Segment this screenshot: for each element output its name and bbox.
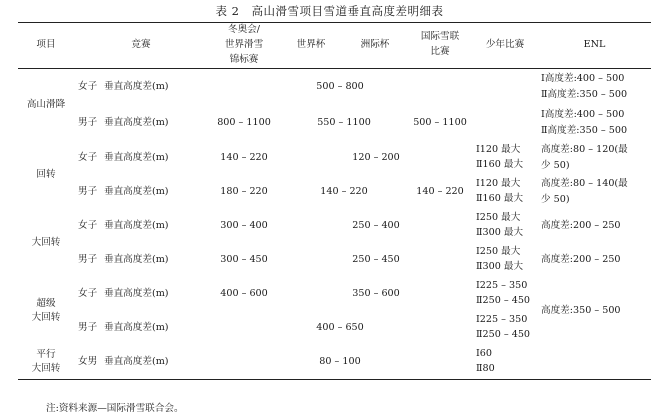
enl-cell: [538, 345, 651, 380]
merged-value-cell: 350 – 600: [352, 287, 400, 299]
olympics-value: 300 – 450: [220, 253, 268, 265]
olympics-value: 140 – 220: [220, 151, 268, 163]
gender-measure-cell: [74, 345, 208, 380]
table-caption: [0, 3, 659, 19]
merged-value-cell: 400 – 650: [316, 321, 364, 333]
header-item: 项目: [18, 23, 74, 69]
event-line: 超级: [36, 297, 56, 309]
event-downhill: 高山滑降: [26, 98, 66, 110]
enl-line: Ⅱ高度差:350 – 500: [541, 88, 628, 100]
enl-cell: 高度差:350 – 500: [541, 304, 621, 316]
table-row: [18, 141, 651, 175]
youth-line: Ⅱ160 最大: [476, 192, 524, 204]
event-line: 大回转: [31, 362, 61, 374]
merged-value-cell: 80 – 100: [208, 345, 472, 380]
gender-measure-cell: [74, 277, 208, 311]
gender-label: 男子: [78, 253, 98, 265]
table-row: [18, 68, 651, 105]
table-row: [18, 175, 651, 209]
youth-cell: [472, 345, 538, 380]
measure-label: 垂直高度差(m): [104, 321, 169, 333]
youth-line: Ⅰ225 – 350: [476, 313, 528, 325]
merged-value-cell: 250 – 450: [352, 253, 400, 265]
header-olympics-championships: [208, 23, 280, 69]
merged-value-cell: 120 – 200: [352, 151, 400, 163]
merged-value-cell: 500 – 800: [316, 80, 364, 92]
youth-line: Ⅰ250 最大: [476, 245, 521, 257]
event-slalom: 回转: [36, 168, 56, 180]
table-row: [18, 277, 651, 311]
measure-label: 垂直高度差(m): [104, 116, 169, 128]
fis-value: 500 – 1100: [413, 116, 467, 128]
youth-line: Ⅱ250 – 450: [476, 294, 531, 306]
header-olympics-line3: 锦标赛: [229, 53, 259, 65]
event-line: 大回转: [31, 311, 61, 323]
world-cup-value: 140 – 220: [320, 185, 368, 197]
enl-cell: [538, 105, 651, 141]
header-event: 竞赛: [74, 23, 208, 69]
header-fis-races: [408, 23, 472, 69]
gender-label: 女子: [78, 219, 98, 231]
enl-line: 少 50): [541, 193, 570, 205]
header-fis-line2: 比赛: [430, 46, 450, 58]
olympics-value: 400 – 600: [220, 287, 268, 299]
measure-label: 垂直高度差(m): [104, 80, 169, 92]
gender-measure-cell: [74, 311, 208, 345]
table-title: 高山滑雪项目雪道垂直高度差明细表: [251, 4, 444, 18]
measure-label: 垂直高度差(m): [104, 185, 169, 197]
measure-label: 垂直高度差(m): [104, 219, 169, 231]
header-olympics-line2: 世界滑雪: [224, 38, 264, 50]
measure-label: 垂直高度差(m): [104, 151, 169, 163]
youth-line: Ⅰ225 – 350: [476, 279, 528, 291]
header-enl: ENL: [538, 23, 651, 69]
event-giant-slalom: 大回转: [31, 236, 61, 248]
source-note: 注:资料来源—国际滑雪联合会。: [46, 403, 184, 414]
measure-label: 垂直高度差(m): [104, 253, 169, 265]
enl-line: Ⅰ高度差:400 – 500: [541, 73, 625, 85]
youth-cell: [472, 141, 538, 175]
gender-measure-cell: [74, 141, 208, 175]
youth-cell: [472, 68, 538, 105]
merged-value-cell: 250 – 400: [352, 219, 400, 231]
header-youth: 少年比赛: [472, 23, 538, 69]
enl-cell: 高度差:200 – 250: [541, 253, 621, 265]
youth-cell: [472, 243, 538, 277]
youth-cell: [472, 277, 538, 311]
table-row: [18, 243, 651, 277]
enl-cell: 高度差:200 – 250: [541, 219, 621, 231]
youth-cell: [472, 105, 538, 141]
header-world-cup: 世界杯: [280, 23, 342, 69]
gender-label: 女子: [78, 151, 98, 163]
table-row: [18, 345, 651, 380]
event-super-g: [18, 277, 74, 345]
youth-cell: [472, 175, 538, 209]
youth-line: Ⅱ300 最大: [476, 260, 524, 272]
header-row: [18, 23, 651, 69]
youth-line: Ⅰ250 最大: [476, 211, 521, 223]
gender-label: 女子: [78, 80, 98, 92]
table-row: [18, 105, 651, 141]
enl-line: Ⅰ高度差:400 – 500: [541, 109, 625, 121]
youth-line: Ⅰ120 最大: [476, 143, 521, 155]
measure-label: 垂直高度差(m): [104, 287, 169, 299]
fis-value: 140 – 220: [416, 185, 464, 197]
youth-cell: [472, 209, 538, 243]
enl-line: 高度差:80 – 120(最: [541, 144, 628, 156]
enl-line: Ⅱ高度差:350 – 500: [541, 124, 628, 136]
youth-line: Ⅰ120 最大: [476, 177, 521, 189]
gender-label: 男子: [78, 116, 98, 128]
table-number: 表 2: [215, 4, 240, 18]
vertical-drop-table: [18, 22, 651, 380]
enl-cell: [538, 68, 651, 105]
olympics-value: 180 – 220: [220, 185, 268, 197]
gender-measure-cell: [74, 175, 208, 209]
youth-line: Ⅱ80: [476, 362, 495, 374]
enl-line: 少 50): [541, 159, 570, 171]
gender-measure-cell: [74, 243, 208, 277]
gender-label: 男子: [78, 321, 98, 333]
header-fis-line1: 国际雪联: [420, 31, 460, 43]
enl-cell: [538, 175, 651, 209]
gender-label: 女男: [78, 355, 98, 367]
youth-cell: [472, 311, 538, 345]
gender-label: 女子: [78, 287, 98, 299]
world-cup-value: 550 – 1100: [317, 116, 371, 128]
youth-line: Ⅱ160 最大: [476, 158, 524, 170]
olympics-value: 300 – 400: [220, 219, 268, 231]
gender-measure-cell: [74, 209, 208, 243]
youth-line: Ⅱ300 最大: [476, 226, 524, 238]
enl-cell: [538, 141, 651, 175]
measure-label: 垂直高度差(m): [104, 355, 169, 367]
youth-line: Ⅰ60: [476, 347, 492, 359]
enl-line: 高度差:80 – 140(最: [541, 178, 628, 190]
header-olympics-line1: 冬奥会/: [227, 24, 260, 35]
table-row: [18, 209, 651, 243]
header-continental-cup: 洲际杯: [342, 23, 408, 69]
youth-line: Ⅱ250 – 450: [476, 328, 531, 340]
gender-measure-cell: [74, 68, 208, 105]
event-line: 平行: [36, 348, 56, 360]
gender-label: 男子: [78, 185, 98, 197]
gender-measure-cell: [74, 105, 208, 141]
olympics-value: 800 – 1100: [217, 116, 271, 128]
event-parallel-giant-slalom: [18, 345, 74, 380]
